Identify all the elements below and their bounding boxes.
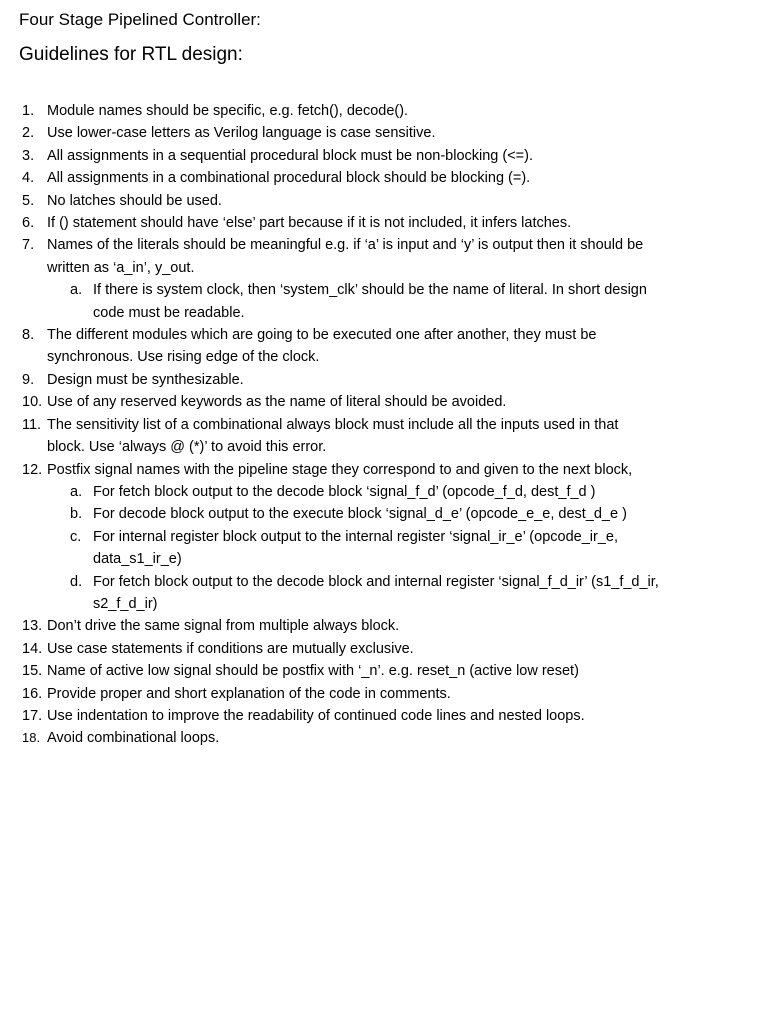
guideline-item bbox=[0, 727, 768, 749]
item-letter: c. bbox=[70, 528, 82, 545]
guideline-item bbox=[0, 212, 768, 234]
item-number: 1. bbox=[22, 103, 35, 119]
item-number: 16. bbox=[22, 685, 43, 702]
item-number: 3. bbox=[22, 147, 35, 164]
item-number: 11. bbox=[22, 416, 42, 433]
item-text: If () statement should have ‘else’ part because if it is not included, it infers latches. bbox=[47, 215, 572, 232]
item-text: For decode block output to the execute block ‘signal_d_e’ (opcode_e_e, dest_d_e ) bbox=[93, 506, 627, 523]
item-text-continued: written as ‘a_in’, y_out. bbox=[47, 259, 195, 276]
item-text: Module names should be specific, e.g. fetch(), decode(). bbox=[47, 103, 409, 119]
item-number: 4. bbox=[22, 170, 35, 187]
guideline-item bbox=[0, 167, 768, 189]
guideline-item bbox=[0, 100, 768, 122]
item-text: All assignments in a sequential procedural block must be non-blocking (<=). bbox=[47, 147, 534, 164]
item-number: 15. bbox=[22, 663, 43, 680]
guideline-item bbox=[0, 638, 768, 660]
item-text: The different modules which are going to be executed one after another, they must be bbox=[47, 327, 597, 344]
guidelines-list bbox=[0, 100, 768, 750]
document-subtitle: Guidelines for RTL design: bbox=[19, 44, 243, 65]
item-text-continued: data_s1_ir_e) bbox=[93, 551, 182, 568]
item-text-continued: block. Use ‘always @ (*)’ to avoid this error. bbox=[47, 439, 327, 456]
item-text-continued: s2_f_d_ir) bbox=[93, 595, 158, 612]
guideline-subitem bbox=[0, 279, 768, 324]
item-text: For internal register block output to the internal register ‘signal_ir_e’ (opcode_ir_e, bbox=[93, 528, 618, 545]
item-text: If there is system clock, then ‘system_clk’ should be the name of literal. In short design bbox=[93, 282, 647, 299]
item-number: 14. bbox=[22, 640, 43, 657]
item-text: The sensitivity list of a combinational always block must include all the inputs used in that bbox=[47, 416, 619, 433]
item-text-continued: synchronous. Use rising edge of the clock. bbox=[47, 349, 320, 366]
guideline-item bbox=[0, 122, 768, 144]
guideline-item bbox=[0, 190, 768, 212]
item-text: All assignments in a combinational procedural block should be blocking (=). bbox=[47, 170, 531, 187]
guideline-item bbox=[0, 145, 768, 167]
guideline-item bbox=[0, 324, 768, 369]
item-text: No latches should be used. bbox=[47, 192, 222, 209]
item-number: 2. bbox=[22, 125, 35, 142]
item-text: Names of the literals should be meaningful e.g. if ‘a’ is input and ‘y’ is output then it should be bbox=[47, 237, 644, 254]
item-number: 12. bbox=[22, 461, 43, 478]
item-letter: a. bbox=[70, 483, 83, 500]
document-title: Four Stage Pipelined Controller: bbox=[19, 10, 261, 29]
item-number: 7. bbox=[22, 237, 35, 254]
item-letter: b. bbox=[70, 506, 83, 523]
guideline-subitem bbox=[0, 526, 768, 571]
item-text: Avoid combinational loops. bbox=[47, 730, 220, 747]
guideline-item bbox=[0, 705, 768, 727]
item-text: Provide proper and short explanation of the code in comments. bbox=[47, 685, 451, 702]
item-text: Use of any reserved keywords as the name of literal should be avoided. bbox=[47, 394, 507, 411]
item-text: Use lower-case letters as Verilog language is case sensitive. bbox=[47, 125, 436, 142]
guideline-item bbox=[0, 660, 768, 682]
item-number: 18. bbox=[22, 730, 41, 746]
item-number: 9. bbox=[22, 371, 35, 388]
item-number: 5. bbox=[22, 192, 35, 209]
item-number: 17. bbox=[22, 707, 43, 724]
item-text: Name of active low signal should be postfix with ‘_n’. e.g. reset_n (active low reset) bbox=[47, 663, 579, 680]
item-text: Use indentation to improve the readability of continued code lines and nested loops. bbox=[47, 707, 585, 724]
guideline-subitem bbox=[0, 503, 768, 525]
guideline-item bbox=[0, 683, 768, 705]
item-text: Postfix signal names with the pipeline stage they correspond to and given to the next block, bbox=[47, 461, 633, 478]
item-letter: d. bbox=[70, 573, 83, 590]
guideline-item bbox=[0, 615, 768, 637]
item-text: Use case statements if conditions are mutually exclusive. bbox=[47, 640, 414, 657]
guideline-item bbox=[0, 391, 768, 413]
item-text: Don’t drive the same signal from multiple always block. bbox=[47, 618, 400, 635]
guideline-item bbox=[0, 459, 768, 481]
item-number: 6. bbox=[22, 215, 35, 232]
guideline-item bbox=[0, 369, 768, 391]
guideline-subitem bbox=[0, 481, 768, 503]
item-number: 10. bbox=[22, 394, 43, 411]
item-text-continued: code must be readable. bbox=[93, 304, 245, 321]
item-number: 13. bbox=[22, 618, 43, 635]
item-text: Design must be synthesizable. bbox=[47, 371, 244, 388]
item-letter: a. bbox=[70, 282, 83, 299]
guideline-subitem bbox=[0, 571, 768, 616]
item-text: For fetch block output to the decode block ‘signal_f_d’ (opcode_f_d, dest_f_d ) bbox=[93, 483, 596, 500]
guideline-item bbox=[0, 234, 768, 279]
guideline-item bbox=[0, 414, 768, 459]
item-text: For fetch block output to the decode block and internal register ‘signal_f_d_ir’ (s1_f_d_ir, bbox=[93, 573, 659, 590]
item-number: 8. bbox=[22, 327, 35, 344]
